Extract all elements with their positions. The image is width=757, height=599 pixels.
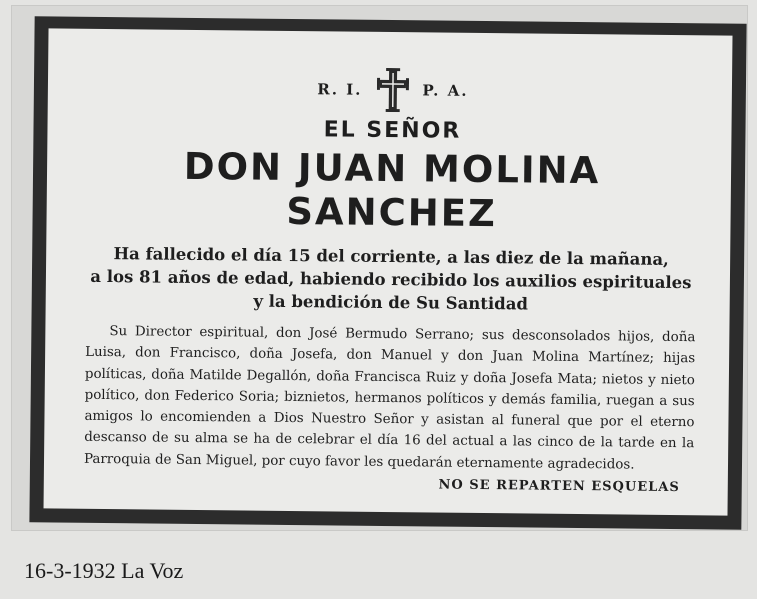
title-honorific: EL SEÑOR — [323, 117, 462, 144]
cross-icon — [376, 68, 408, 112]
obituary-border — [29, 16, 746, 529]
rip-line — [88, 65, 698, 115]
rip-right: P. A. — [422, 81, 469, 100]
footer-note: NO SE REPARTEN ESQUELAS — [438, 477, 680, 496]
deceased-name: DON JUAN MOLINA SANCHEZ — [183, 144, 601, 236]
announcement-line-3: y la bendición de Su Santidad — [253, 291, 529, 314]
death-announcement — [86, 242, 697, 317]
source-caption: 16-3-1932 La Voz — [24, 558, 184, 583]
announcement-line-1: Ha fallecido el día 15 del corriente, a las diez de la mañana, — [113, 244, 669, 269]
announcement-line-2: a los 81 años de edad, habiendo recibido los auxilios espirituales — [90, 266, 692, 293]
obituary-content — [44, 28, 733, 515]
family-notice: Su Director espiritual, don José Bermudo Serrano; sus desconsolados hijos, doña Luisa, don Francisco, doña Josefa, don Manuel y don Juan Molina Martínez; hijas políticas, doña Matilde Degallón, doña Francisca Ruiz y doña Josefa Mata; nietos y nieto político, don Federico Soria; biznietos, hermanos políticos y demás familia, ruegan a sus amigos lo encomienden a Dios Nuestro Señor y asistan al funeral que por el eterno descanso de su alma se ha de celebrar el día 16 del actual a las cinco de la tarde en la Parroquia de San Miguel, por cuyo favor les quedarán eternamente agradecidos. — [83, 324, 696, 473]
newspaper-clipping — [12, 6, 747, 530]
rip-left: R. I. — [317, 80, 363, 99]
